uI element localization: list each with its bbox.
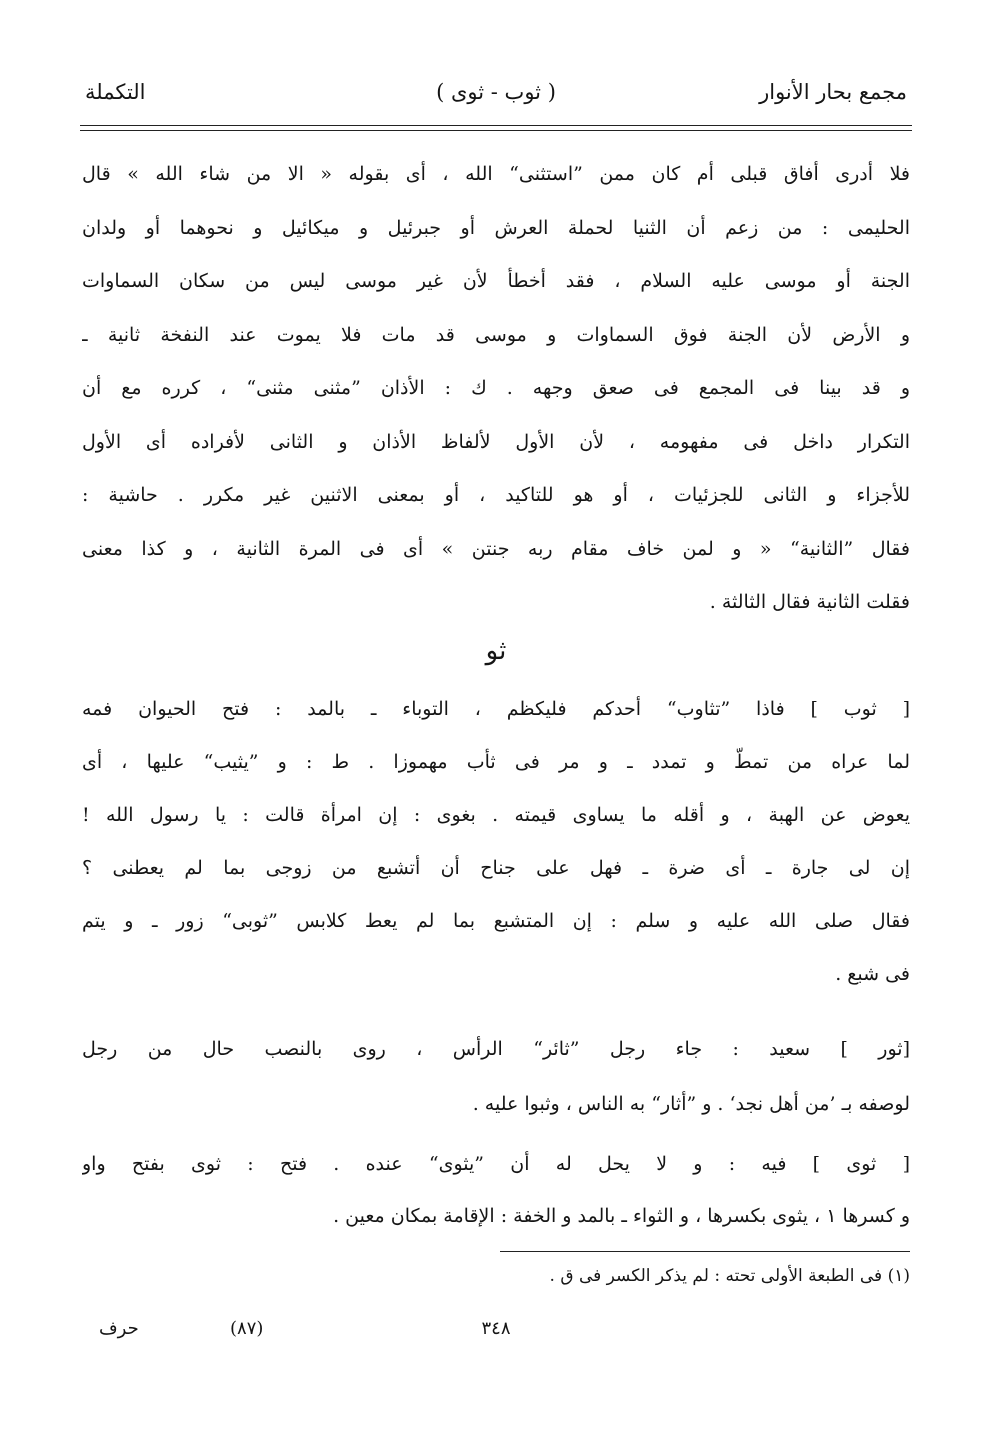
text-line: التكرار داخل فى مفهومه ، لأن الأول لألفاظ الأذان و الثانى لأفراده أى الأول [82, 430, 910, 453]
text-line: لما عراه من تمطّ و تمدد ـ و مر فى ثأب مهموزا . ط : و ”يثيب“ عليها ، أى [82, 751, 910, 773]
entry-thawr [82, 1022, 910, 1132]
footnote: (١) فى الطبعة الأولى تحته : لم يذكر الكسر فى ق . [549, 1266, 910, 1286]
text-line: فى شبع . [835, 963, 910, 985]
text-line: الحليمى : من زعم أن الثنيا لحملة العرش أو جبرئيل و ميكائيل و نحوهما أو ولدان [82, 216, 910, 239]
header-rule [80, 125, 912, 126]
header-entry-range: ( ثوب - ثوى ) [436, 80, 556, 104]
text-line: لوصفه بـ ’من أهل نجد‘ . و ”أثار“ به الناس ، وثبوا عليه . [472, 1093, 910, 1115]
text-line: و قد بينا فى المجمع فى صعق وجهه . ك : الأذان ”مثنى مثنى“ ، كرره مع أن [82, 377, 910, 399]
text-line: الجنة أو موسى عليه السلام ، فقد أخطأ لأن غير موسى ليس من سكان السماوات [82, 270, 910, 292]
text-line: يعوض عن الهبة ، و أقله ما يساوى قيمته . بغوى : إن امرأة قالت : يا رسول الله ! [82, 804, 910, 826]
header-book-title: مجمع بحار الأنوار [759, 80, 907, 104]
header-rule-thin [80, 130, 912, 131]
continuation-paragraph [82, 148, 910, 630]
entry-thawa [82, 1138, 910, 1242]
text-line: فقلت الثانية فقال الثالثة . [709, 591, 910, 613]
text-line: [ ثوب ] فاذا ”تثاوب“ أحدكم فليكظم ، التوباء ـ بالمد : فتح الحيوان فمه [82, 698, 910, 720]
text-line: و الأرض لأن الجنة فوق السماوات و موسى قد مات فلا يموت عند النفخة ثانية ـ [82, 323, 910, 346]
text-line: للأجزاء و الثانى للجزئيات ، أو هو للتاكيد ، أو بمعنى الاثنين غير مكرر . حاشية : [82, 484, 910, 506]
page-footer [85, 1318, 907, 1354]
text-line: [ ثوى ] فيه : و لا يحل له أن ”يثوى“ عنده . فتح : ثوى بفتح واو [82, 1153, 910, 1175]
text-line: إن لى جارة ـ أى ضرة ـ فهل على جناح أن أتشبع من زوجى بما لم يعطنى ؟ [82, 857, 910, 879]
footnote-rule [500, 1251, 910, 1252]
page-number: ٣٤٨ [481, 1318, 511, 1339]
text-line: [ثور ] سعيد : جاء رجل ”ثائر“ الرأس ، روى بالنصب حال من رجل [82, 1038, 910, 1060]
footer-signature: (٨٧) [230, 1318, 264, 1339]
text-line: و كسرها ١ ، يثوى بكسرها ، و الثواء ـ بالمد و الخفة : الإقامة بمكان معين . [333, 1205, 910, 1227]
text-line: فلا أدرى أفاق قبلى أم كان ممن ”استثنى“ الله ، أى بقوله « الا من شاء الله » قال [82, 163, 910, 185]
header-section-name: التكملة [85, 80, 146, 104]
running-header [85, 80, 907, 120]
section-heading: ثو [485, 636, 507, 666]
entry-thawb [82, 683, 910, 1001]
footer-harf: حرف [99, 1318, 139, 1339]
text-line: فقال ”الثانية“ « و لمن خاف مقام ربه جنتن » أى فى المرة الثانية ، و كذا معنى [82, 537, 910, 560]
text-line: فقال صلى الله عليه و سلم : إن المتشبع بما لم يعط كلابس ”ثوبى“ زور ـ و يتم [82, 910, 910, 932]
